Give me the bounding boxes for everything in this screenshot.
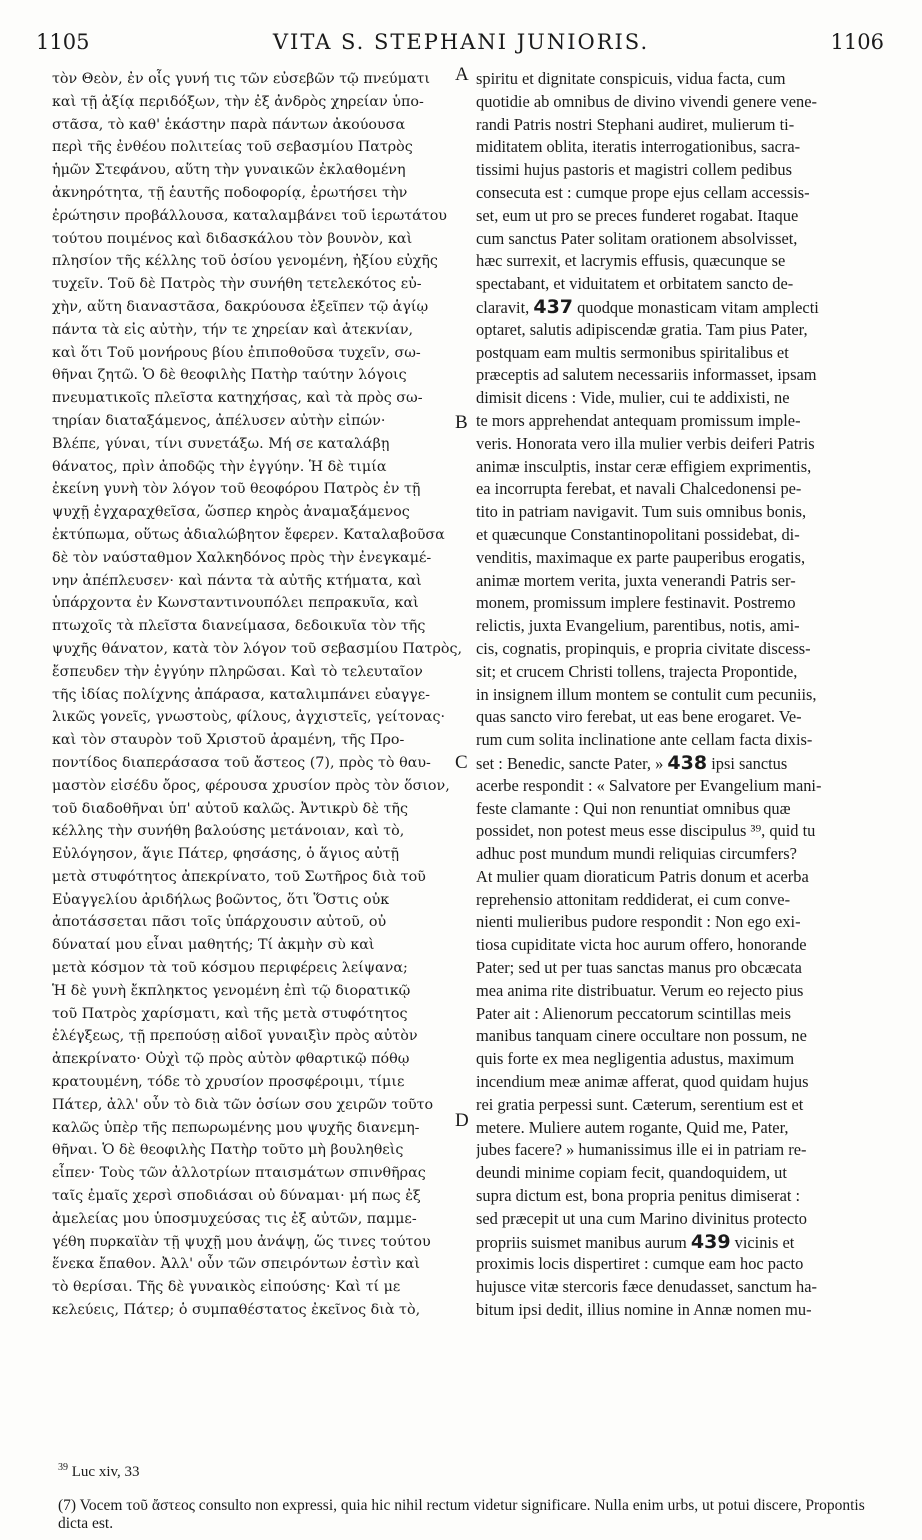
latin-text-line: possidet, non potest meus esse discipulus ³⁹, quid tu — [476, 821, 816, 841]
latin-text-line: cum sanctus Pater solitam orationem absolvisset, — [476, 228, 798, 248]
greek-text-line: δὲ τὸν ναύσταθμον Χαλκηδόνος πρὸς τὴν ἐνεγκαμέ- — [52, 549, 432, 566]
greek-text-line: καὶ τὸν σταυρὸν τοῦ Χριστοῦ ἀραμένη, τῆς Προ- — [52, 732, 405, 749]
greek-text-line: μετὰ κόσμον τὰ τοῦ κόσμου περιφέρεις λείψανα; — [52, 960, 408, 977]
greek-text-line: τοῦ διαδοθῆναι ὑπ' αὐτοῦ καλῶς. Ἀντικρὺ δὲ τῆς — [52, 800, 408, 817]
latin-text-line: te mors apprehendat antequam promissum imple- — [476, 410, 801, 430]
latin-text-line: set : Benedic, sancte Pater, » 438 ipsi sanctus — [476, 751, 788, 774]
latin-text-line: quis forte ex mea negligentia adustus, maximum — [476, 1049, 795, 1069]
greek-text-line: πάντα τὰ εἰς αὐτὴν, τήν τε χηρείαν καὶ ἀτεκνίαν, — [52, 321, 414, 338]
greek-text-line: τῆς ἰδίας πολίχνης ἀπάρασα, καταλιμπάνει εὐαγγε- — [52, 686, 430, 703]
latin-text-line: jubes facere? » humanissimus ille ei in patriam re- — [476, 1140, 807, 1160]
latin-text-line: consecuta est : cumque prope ejus cellam accessis- — [476, 182, 810, 202]
latin-text-line: At mulier quam dioraticum Patris donum et acerba — [476, 866, 809, 886]
latin-text-line: acerbe respondit : « Salvatore per Evangelium mani- — [476, 775, 822, 795]
greek-text-line: πλησίον τῆς κέλλης τοῦ ὁσίου γενομένη, ἠξίου εὐχῆς — [52, 253, 438, 270]
column-number: 438 — [667, 751, 708, 774]
greek-text-line: νην ἀπέπλευσεν· καὶ πάντα τὰ αὐτῆς κτήματα, καὶ — [52, 572, 422, 589]
greek-text-line: δύναταί μου εἶναι μαθητής; Τί ἀκμὴν σὺ καὶ — [52, 937, 375, 954]
running-title: VITA S. STEPHANI JUNIORIS. — [272, 30, 650, 54]
greek-text-line: Ἡ δὲ γυνὴ ἔκπληκτος γενομένη ἐπὶ τῷ διορατικῷ — [52, 982, 411, 999]
greek-text-line: τὸν Θεὸν, ἐν οἷς γυνή τις τῶν εὐσεβῶν τῷ πνεύματι — [52, 71, 431, 87]
greek-text-line: καὶ ὅτι Τοῦ μονήρους βίου ἐπιποθοῦσα τυχεῖν, σω- — [52, 344, 421, 361]
latin-text-line: veris. Honorata vero illa mulier verbis deiferi Patris — [476, 433, 815, 453]
scripture-footnote — [58, 1462, 140, 1481]
greek-text-line: ἐρώτησιν προβάλλουσα, καταλαμβάνει τοῦ ἱερωτάτου — [52, 207, 447, 224]
latin-text-line: sed præcepit ut una cum Marino divinitus protecto — [476, 1208, 807, 1228]
greek-text-line: ἕνεκα ἔπαθον. Ἀλλ' οὖν τῶν σπειρόντων ἐστὶν καὶ — [52, 1256, 420, 1273]
greek-text-line: τὸ θερίσαι. Τῆς δὲ γυναικὸς εἰπούσης· Καὶ τί με — [52, 1279, 401, 1296]
column-number: 439 — [690, 1230, 731, 1253]
greek-text-line: θάνατος, πρὶν ἀποδῷς τὴν ἐγγύην. Ἡ δὲ τιμία — [52, 458, 387, 475]
latin-text-line: rei gratia perpessi sunt. Cæterum, serentium est et — [476, 1094, 804, 1114]
greek-text-line: καὶ τῇ ἀξίᾳ περιδόξων, τὴν ἐξ ἀνδρὸς χηρείαν ὑπο- — [52, 93, 424, 110]
margin-marker-a: A — [455, 64, 469, 85]
page-number-right: 1106 — [830, 30, 884, 54]
latin-text-line: animæ mortem verita, juxta venerandi Patris ser- — [476, 570, 796, 590]
greek-text-line: εἶπεν· Τοὺς τῶν ἀλλοτρίων πταισμάτων σπινθῆρας — [52, 1165, 426, 1182]
latin-text-line: deundi minime copiam fecit, quandoquidem, ut — [476, 1163, 787, 1183]
greek-text-line: στᾶσα, τὸ καθ' ἑκάστην παρὰ πάντων ἀκούουσα — [52, 116, 406, 133]
column-number: 437 — [533, 295, 574, 318]
latin-text-line: nienti mulieribus pudore respondit : Non ego exi- — [476, 912, 801, 932]
editor-footnote: (7) Vocem τοῦ ἄστεος consulto non expressi, quia hic nihil rectum videtur significare. Nulla enim urbs, ut potui discere, Propontis dicta est. — [58, 1497, 865, 1532]
latin-text-line: optaret, salutis adipiscendæ gratia. Tam pius Pater, — [476, 319, 808, 339]
greek-text-line: ἀποτάσσεται πᾶσι τοῖς ὑπάρχουσιν αὐτοῦ, οὐ — [52, 914, 387, 931]
latin-text-line: manibus tanquam cinere occultare non possum, ne — [476, 1026, 807, 1046]
latin-text-line: cis, cognatis, propinquis, e propria civitate discess- — [476, 638, 811, 658]
greek-text-line: Εὐαγγελίου ἀριδήλως βοῶντος, ὅτι Ὅστις οὐκ — [52, 891, 390, 908]
greek-text-line: Βλέπε, γύναι, τίνι συνετάξω. Μή σε καταλάβῃ — [52, 435, 390, 452]
greek-text-line: γέθη πυρκαϊὰν τῇ ψυχῇ μου ἀνάψῃ, ὥς τινες τούτου — [52, 1233, 431, 1250]
greek-text-line: ἀμελείας μου ὑποσμυχεύσας τις ἐξ αὐτῶν, παμμε- — [52, 1210, 417, 1227]
margin-marker-b: B — [455, 412, 468, 433]
greek-text-line: χὴν, αὕτη διαναστᾶσα, δακρύουσα ἐξεῖπεν τῷ ἁγίῳ — [52, 298, 429, 315]
latin-column — [476, 68, 890, 1322]
greek-column — [52, 68, 462, 1322]
latin-text-line: sit; et crucem Christi tollens, trajecta Propontide, — [476, 661, 798, 681]
greek-text-line: κρατουμένη, τόδε τὸ χρυσίον προσφέροιμι, τίμιε — [52, 1074, 405, 1091]
latin-text-line: bitum ipsi dedit, illius nomine in Annæ nomen mu- — [476, 1300, 812, 1320]
latin-text-line: miditatem oblita, iteratis interrogationibus, sacra- — [476, 137, 801, 157]
greek-text-line: τοῦ Πατρὸς χαρίσματι, καὶ τῆς μετὰ στυφότητος — [52, 1005, 408, 1022]
latin-text-line: proximis locis dispertiret : cumque eam hoc pacto — [476, 1254, 804, 1274]
latin-text-line: mea anima rite distribuatur. Verum eo rejecto pius — [476, 980, 804, 1000]
latin-text-line: randi Patris nostri Stephani audiret, mulierum ti- — [476, 114, 795, 134]
greek-text-line: ποντίδος διαπεράσασα τοῦ ἄστεος (7), πρὸς τὸ θαυ- — [52, 754, 431, 771]
latin-text-line: spiritu et dignitate conspicuis, vidua facta, cum — [476, 69, 786, 88]
latin-text-line: hujusce vitæ stercoris fæce denudasset, sanctum ha- — [476, 1277, 817, 1297]
greek-text-line: θῆναι ζητῶ. Ὁ δὲ θεοφιλὴς Πατὴρ ταύτην λόγοις — [52, 367, 407, 384]
greek-text-line: Πάτερ, ἀλλ' οὖν τὸ διὰ τῶν ὁσίων σου χειρῶν τοῦτο — [52, 1096, 434, 1113]
latin-text-line: tito in patriam navigavit. Tum suis omnibus bonis, — [476, 502, 807, 522]
greek-text-line: ἐλέγξεως, τῇ πρεπούσῃ αἰδοῖ γυναιξὶν πρὸς αὐτὸν — [52, 1028, 418, 1045]
greek-text-line: κελεύεις, Πάτερ; ὁ συμπαθέστατος ἐκεῖνος διὰ τὸ, — [52, 1302, 421, 1319]
latin-text-line: venditis, maximaque ex parte pauperibus erogatis, — [476, 547, 806, 567]
greek-text-line: μετὰ στυφότητος ἀπεκρίνατο, τοῦ Σωτῆρος διὰ τοῦ — [52, 868, 426, 885]
latin-text-line: relictis, juxta Evangelium, parentibus, notis, ami- — [476, 616, 800, 636]
latin-text-line: in insignem illum montem se contulit cum pecuniis, — [476, 684, 817, 704]
latin-text-line: set, eum ut pro se preces funderet rogabat. Itaque — [476, 205, 799, 225]
greek-text-line: ψυχῆς θάνατον, κατὰ τὸν λόγον τοῦ σεβασμίου Πατρὸς, — [52, 640, 462, 657]
greek-text-line: περὶ τῆς ἐνθέου πολιτείας τοῦ σεβασμίου Πατρὸς — [52, 139, 413, 156]
latin-text-line: Pater; sed ut per tuas sanctas manus pro obcæcata — [476, 958, 802, 978]
latin-text-line: incendium meæ animæ afferat, quod quidam hujus — [476, 1072, 809, 1092]
latin-text-line: reprehensio attonitam reddiderat, ei cum conve- — [476, 889, 791, 909]
greek-text-line: τυχεῖν. Τοῦ δὲ Πατρὸς τὴν συνήθη τετελεκότος εὐ- — [52, 276, 422, 293]
greek-text-line: κέλλης τὴν συνήθη βαλούσης μετάνοιαν, καὶ τὸ, — [52, 823, 405, 840]
footnote-ref-text: Luc xiv, 33 — [71, 1464, 140, 1480]
latin-text-line: adhuc post mundum mundi reliquias circumfers? — [476, 844, 797, 864]
greek-text-line: τούτου ποιμένος καὶ διδασκάλου τὸν βουνὸν, καὶ — [52, 230, 413, 247]
latin-text-line: monem, promissum implere festinavit. Postremo — [476, 593, 796, 613]
greek-text-line: ἀπεκρίνατο· Οὐχὶ τῷ πρὸς αὐτὸν φθαρτικῷ πόθῳ — [52, 1051, 410, 1068]
greek-text-line: ψυχῇ ἐγχαραχθεῖσα, ὥσπερ κηρὸς ἀναμαξάμενος — [52, 504, 410, 521]
greek-text-line: ἔσπευδεν τὴν ἐγγύην πληρῶσαι. Καὶ τὸ τελευταῖον — [52, 663, 423, 680]
latin-text-line: tissimi hujus pastoris et magistri collem pedibus — [476, 160, 792, 180]
greek-text-line: ἀκνηρότητα, τῇ ἑαυτῆς ποδοφορίᾳ, ἐρωτήσει τὴν — [52, 184, 408, 201]
greek-text-line: λικῶς γονεῖς, γνωστοὺς, φίλους, ἀγχιστεῖς, γείτονας· — [52, 709, 446, 726]
latin-text-line: feste clamante : Qui non renuntiat omnibus quæ — [476, 798, 791, 818]
latin-text-line: spectabant, et viduitatem et orbitatem sancto de- — [476, 274, 794, 294]
latin-text-line: quas sancto viro ferebat, ut eas bene erogaret. Ve- — [476, 707, 802, 727]
latin-text-line: præceptis ad salutem necessariis informasset, ipsam — [476, 365, 817, 385]
latin-text-line: metere. Muliere autem rogante, Quid me, Pater, — [476, 1117, 789, 1137]
latin-text-line: Pater ait : Alienorum peccatorum scintillas meis — [476, 1003, 791, 1023]
greek-text-line: πνευματικοῖς πλεῖστα κατηχήσας, καὶ τὰ πρὸς σω- — [52, 390, 423, 407]
greek-text-line: καλῶς ὑπὲρ τῆς πεπωρωμένης μου ψυχῆς διανεμη- — [52, 1119, 420, 1136]
greek-text-line: μαστὸν εἰσέδυ ὄρος, φέρουσα χρυσίον πρὸς τὸν ὅσιον, — [52, 777, 450, 794]
latin-text-line: postquam eam multis sermonibus spiritalibus et — [476, 342, 789, 362]
greek-text-line: ἐκτύπωμα, οὕτως ἀδιαλώβητον ἔφερεν. Καταλαβοῦσα — [52, 526, 445, 543]
latin-text-line: supra dictum est, bona propria penitus dimiserat : — [476, 1186, 801, 1206]
margin-marker-d: D — [455, 1110, 469, 1131]
greek-text-line: Εὐλόγησον, ἅγιε Πάτερ, φησάσης, ὁ ἅγιος αὐτῇ — [52, 846, 400, 863]
greek-text-line: πτωχοῖς τὰ πλεῖστα διανείμασα, δεδοικυῖα τὸν τῆς — [52, 618, 426, 635]
latin-text-line: rum cum solita inclinatione ante cellam facta dixis- — [476, 730, 813, 750]
latin-text-line: animæ insculptis, instar ceræ effigiem exprimentis, — [476, 456, 812, 476]
greek-text-line: ταῖς ἐμαῖς χερσὶ σποδιάσαι οὐ δύναμαι· μή πως ἐξ — [52, 1188, 421, 1205]
latin-text-line: claravit, 437 quodque monasticam vitam amplecti — [476, 295, 819, 318]
footnote-ref-number: 39 — [58, 1462, 68, 1473]
greek-text-line: τηρίαν διαταξάμενος, ἀπέλυσεν αὐτὴν εἰπών· — [52, 412, 386, 429]
greek-text-line: ἐκείνη γυνὴ τὸν λόγον τοῦ θεοφόρου Πατρὸς ἐν τῇ — [52, 481, 421, 498]
latin-text-line: quotidie ab omnibus de divino vivendi genere vene- — [476, 91, 817, 111]
margin-marker-c: C — [455, 752, 468, 773]
greek-text-line: θῆναι. Ὁ δὲ θεοφιλὴς Πατὴρ τοῦτο μὴ βουληθεὶς — [52, 1142, 404, 1159]
latin-text-line: hæc surrexit, et lacrymis effusis, quæcunque se — [476, 251, 786, 271]
latin-text-line: ea incorrupta ferebat, et navali Chalcedonensi pe- — [476, 479, 802, 499]
page-header — [0, 0, 922, 60]
greek-text-line: ἡμῶν Στεφάνου, αὕτη τὴν γυναικῶν ἐκλαθομένη — [52, 162, 406, 179]
latin-text-line: et quæcunque Constantinopolitani possidebat, di- — [476, 524, 800, 544]
latin-text-line: propriis suismet manibus aurum 439 vicinis et — [476, 1230, 795, 1253]
latin-text-line: tiosa cupiditate victa hoc aurum offero, honorande — [476, 935, 807, 955]
greek-text-line: ὑπάρχοντα ἐν Κωνσταντινουπόλει πεπρακυῖα, καὶ — [52, 595, 419, 612]
latin-text-line: dimisit dicens : Vide, mulier, cui te addixisti, ne — [476, 388, 790, 408]
page-number-left: 1105 — [36, 30, 90, 54]
